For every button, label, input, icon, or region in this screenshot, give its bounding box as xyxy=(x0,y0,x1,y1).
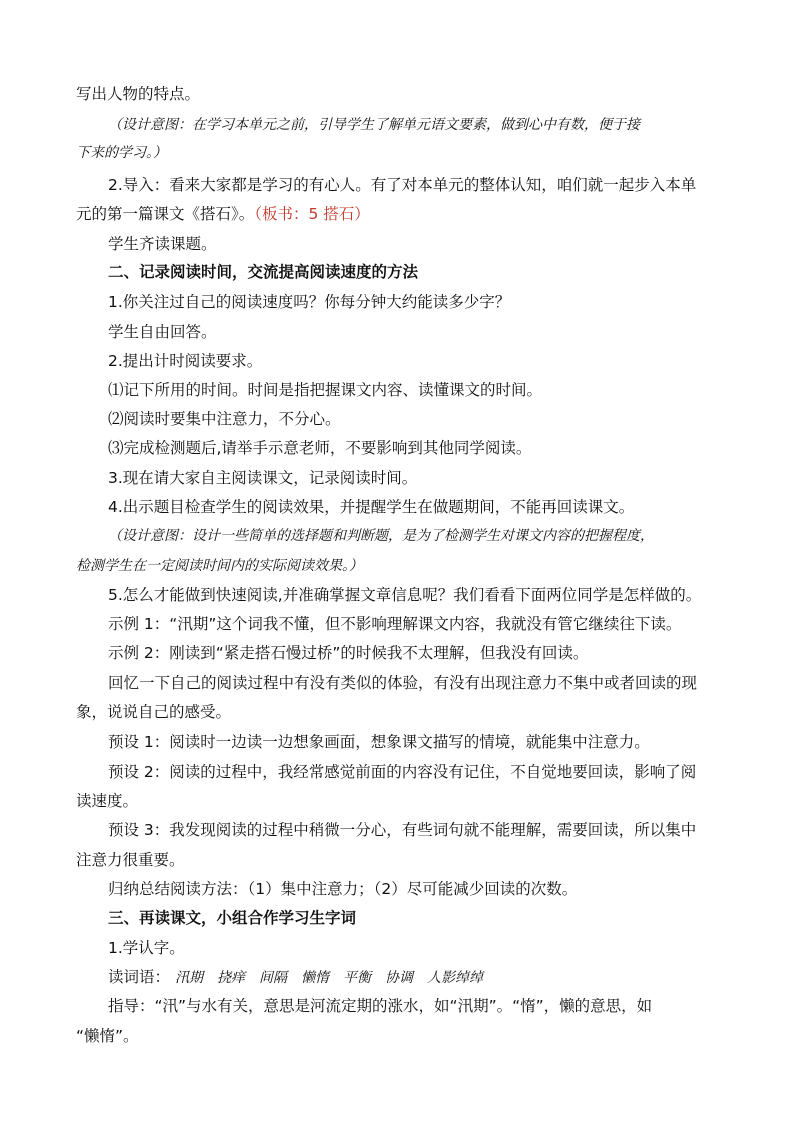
vocab-word: 协调 xyxy=(384,970,413,986)
text-line: 1.你关注过自己的阅读速度吗？你每分钟大约能读多少字？ xyxy=(108,293,511,311)
text-line: 预设 2：阅读的过程中，我经常感觉前面的内容没有记住，不自觉地要回读，影响了阅 xyxy=(108,763,697,781)
vocab-label: 读词语： xyxy=(108,968,171,986)
text-line: 归纳总结阅读方法：（1）集中注意力；（2）尽可能减少回读的次数。 xyxy=(108,880,578,898)
text-line: 回忆一下自己的阅读过程中有没有类似的体验，有没有出现注意力不集中或者回读的现 xyxy=(108,674,698,692)
design-intent-note: （设计意图：在学习本单元之前，引导学生了解单元语文要素，做到心中有数，便于接 xyxy=(108,117,640,133)
text-line: 示例 2：刚读到“紧走搭石慢过桥”的时候我不太理解，但我没有回读。 xyxy=(108,644,589,662)
vocab-word: 人影绰绰 xyxy=(426,970,483,986)
text-line: 学生齐读课题。 xyxy=(108,235,217,253)
text-line: “懒惰”。 xyxy=(76,1027,139,1045)
section-heading: 二、记录阅读时间，交流提高阅读速度的方法 xyxy=(108,263,419,281)
text-line: 4.出示题目检查学生的阅读效果，并提醒学生在做题期间，不能再回读课文。 xyxy=(108,498,635,516)
text-line: ⑶完成检测题后,请举手示意老师，不要影响到其他同学阅读。 xyxy=(108,439,532,457)
vocab-list xyxy=(175,970,497,986)
text-line: 学生自由回答。 xyxy=(108,323,217,341)
vocab-word: 间隔 xyxy=(258,970,287,986)
text-line: 注意力很重要。 xyxy=(76,851,185,869)
text-line: 写出人物的特点。 xyxy=(76,85,201,103)
text-line xyxy=(76,204,370,224)
text-line: 1.学认字。 xyxy=(108,939,185,957)
design-intent-note: 检测学生在一定阅读时间内的实际阅读效果。） xyxy=(76,558,363,574)
text-line: ⑴记下所用的时间。时间是指把握课文内容、读懂课文的时间。 xyxy=(108,381,543,399)
vocab-word: 平衡 xyxy=(342,970,371,986)
text-line: 示例 1：“汛期”这个词我不懂，但不影响理解课文内容，我就没有管它继续往下读。 xyxy=(108,615,682,633)
text-line: 象，说说自己的感受。 xyxy=(76,703,232,721)
design-intent-note: 下来的学习。） xyxy=(76,145,167,161)
text-fragment: 元的第一篇课文《搭石》。 xyxy=(76,205,255,223)
board-note: （板书：5 搭石） xyxy=(254,205,370,223)
section-heading: 三、再读课文，小组合作学习生字词 xyxy=(108,909,357,927)
text-line: 2.导入：看来大家都是学习的有心人。有了对本单元的整体认知，咱们就一起步入本单 xyxy=(108,176,697,194)
text-line: 读速度。 xyxy=(76,792,139,810)
vocab-word: 挠痒 xyxy=(216,970,245,986)
vocab-word: 懒惰 xyxy=(300,970,329,986)
vocab-word: 汛期 xyxy=(174,970,203,986)
text-line: ⑵阅读时要集中注意力，不分心。 xyxy=(108,410,341,428)
text-line: 2.提出计时阅读要求。 xyxy=(108,352,263,370)
text-line: 5.怎么才能做到快速阅读,并准确掌握文章信息呢？我们看看下面两位同学是怎样做的。 xyxy=(108,586,702,604)
text-line: 3.现在请大家自主阅读课文，记录阅读时间。 xyxy=(108,469,418,487)
text-line: 预设 3：我发现阅读的过程中稍微一分心，有些词句就不能理解，需要回读，所以集中 xyxy=(108,821,697,839)
design-intent-note: （设计意图：设计一些简单的选择题和判断题，是为了检测学生对课文内容的把握程度， xyxy=(108,528,654,544)
vocab-line xyxy=(108,967,497,988)
text-line: 指导：“汛”与水有关，意思是河流定期的涨水，如“汛期”。“惰”，懒的意思，如 xyxy=(108,997,653,1015)
text-line: 预设 1：阅读时一边读一边想象画面，想象课文描写的情境，就能集中注意力。 xyxy=(108,733,650,751)
